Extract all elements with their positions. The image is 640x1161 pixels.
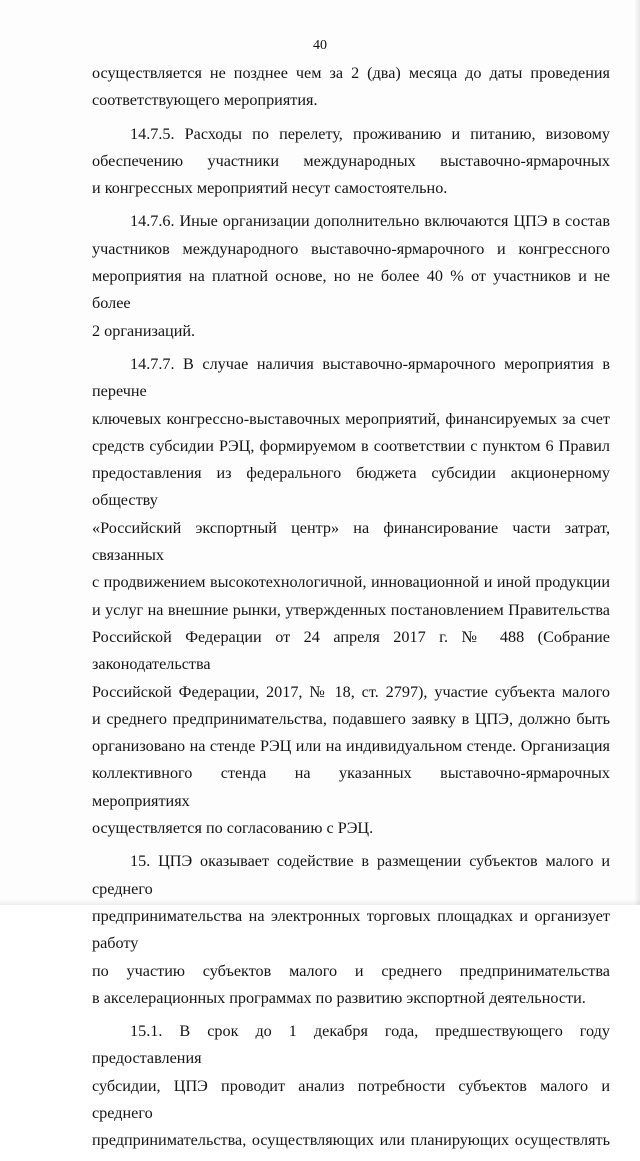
- text-line: 14.7.5. Расходы по перелету, проживанию и питанию, визовому: [130, 124, 610, 143]
- text-line: организовано на стенде РЭЦ или на индивидуальном стенде. Организация: [92, 737, 610, 756]
- page-number: 40: [313, 38, 327, 53]
- text-line: и конгрессных мероприятий несут самостоятельно.: [92, 179, 448, 198]
- text-line: «Российский экспортный центр» на финансирование части затрат, связанных: [92, 518, 610, 565]
- text-line: Российской Федерации, 2017, № 18, ст. 2797), участие субъекта малого: [92, 682, 610, 701]
- scan-shadow-bottom: [0, 899, 640, 905]
- text-line: предоставления из федерального бюджета субсидии акционерному обществу: [92, 464, 610, 510]
- paragraph-14-7-5: [92, 121, 610, 203]
- text-line: осуществляется по согласованию с РЭЦ.: [92, 819, 374, 838]
- paragraph-continuation: [92, 60, 610, 115]
- text-line: мероприятия на платной основе, но не более 40 % от участников и не более: [92, 267, 610, 313]
- text-line: коллективного стенда на указанных выставочно-ярмарочных мероприятиях: [92, 764, 610, 810]
- text-line: соответствующего мероприятия.: [92, 91, 318, 110]
- text-line: с продвижением высокотехнологичной, инновационной и иной продукции: [92, 573, 610, 592]
- text-line: и услуг на внешние рынки, утвержденных постановлением Правительства: [92, 600, 610, 619]
- paragraph-14-7-6: [92, 208, 610, 344]
- paragraph-15: [92, 848, 610, 1012]
- paragraph-15-1: [92, 1018, 610, 1154]
- text-line: средств субсидии РЭЦ, формируемом в соответствии с пунктом 6 Правил: [92, 436, 610, 455]
- text-line: 2 организаций.: [92, 321, 196, 340]
- text-line: 14.7.7. В случае наличия выставочно-ярмарочного мероприятия в перечне: [92, 354, 610, 401]
- text-line: Российской Федерации от 24 апреля 2017 г. № 488 (Собрание законодательства: [92, 627, 610, 674]
- text-line: осуществляется не позднее чем за 2 (два) месяца до даты проведения: [92, 64, 610, 82]
- text-line: и среднего предпринимательства, подавшего заявку в ЦПЭ, должно быть: [92, 709, 610, 728]
- text-line: 14.7.6. Иные организации дополнительно включаются ЦПЭ в состав: [130, 212, 610, 231]
- paragraph-14-7-7: [92, 351, 610, 842]
- text-line: 15.1. В срок до 1 декабря года, предшествующего году предоставления: [92, 1022, 610, 1068]
- text-line: по участию субъектов малого и среднего предпринимательства: [92, 961, 610, 980]
- scan-shadow-edge: [634, 0, 640, 905]
- text-line: обеспечению участники международных выставочно-ярмарочных: [92, 151, 610, 170]
- text-line: предпринимательства на электронных торговых площадках и организует работу: [92, 906, 610, 953]
- text-line: предпринимательства, осуществляющих или планирующих осуществлять: [92, 1131, 610, 1150]
- text-line: в акселерационных программах по развитию экспортной деятельности.: [92, 988, 586, 1007]
- text-line: ключевых конгрессно-выставочных мероприятий, финансируемых за счет: [92, 409, 610, 428]
- text-line: субсидии, ЦПЭ проводит анализ потребности субъектов малого и среднего: [92, 1076, 610, 1122]
- text-line: 15. ЦПЭ оказывает содействие в размещении субъектов малого и среднего: [92, 852, 610, 898]
- document-body: [92, 60, 610, 1161]
- text-line: участников международного выставочно-ярмарочного и конгрессного: [92, 239, 610, 258]
